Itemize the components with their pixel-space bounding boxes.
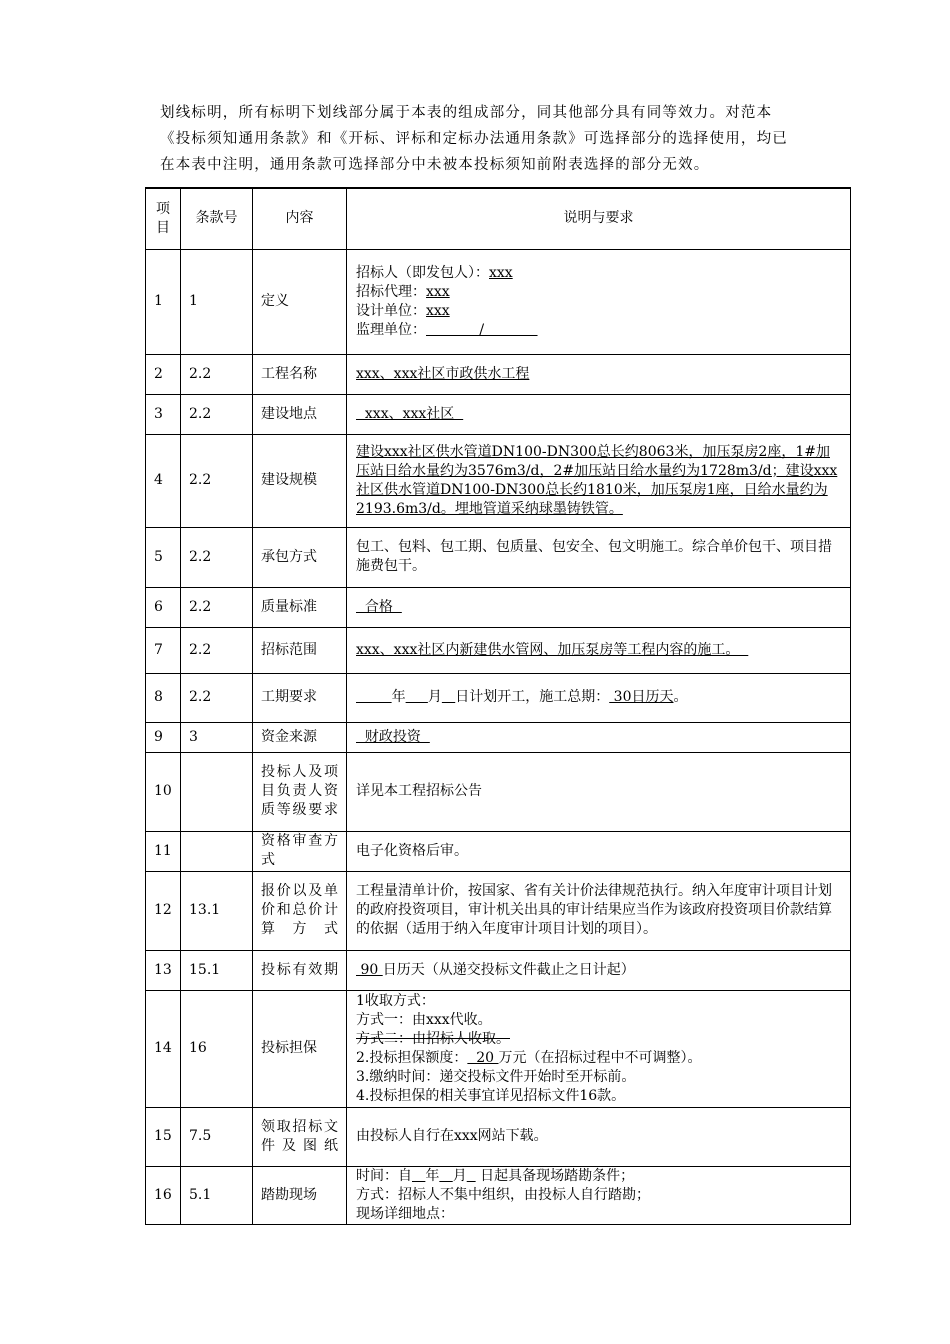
row-clause: 2.2 <box>181 434 253 527</box>
table-row <box>146 354 851 394</box>
row-content: 质量标准 <box>253 587 347 627</box>
intro-paragraph <box>160 100 850 178</box>
row-no: 10 <box>146 752 181 831</box>
row-desc: 90 日历天（从递交投标文件截止之日计起） <box>347 950 851 990</box>
row-clause: 2.2 <box>181 394 253 434</box>
row-clause: 2.2 <box>181 527 253 587</box>
intro-line-3: 在本表中注明，通用条款可选择部分中未被本投标须知前附表选择的部分无效。 <box>160 157 710 173</box>
guarantee-line: 3.缴纳时间：递交投标文件开始时至开标前。 <box>356 1068 636 1085</box>
header-desc: 说明与要求 <box>347 188 851 249</box>
row-desc: 工程量清单计价，按国家、省有关计价法律规范执行。纳入年度审计项目计划的政府投资项目，审计机关出具的审计结果应当作为该政府投资项目价款结算的依据（适用于纳入年度审计项目计划的项目）。 <box>347 871 851 950</box>
row-desc: 合格 <box>347 587 851 627</box>
row-content: 工程名称 <box>253 354 347 394</box>
table-row <box>146 434 851 527</box>
row-desc: 电子化资格后审。 <box>347 831 851 871</box>
row-desc: 详见本工程招标公告 <box>347 752 851 831</box>
row-clause <box>181 831 253 871</box>
row-clause: 13.1 <box>181 871 253 950</box>
row-clause: 7.5 <box>181 1107 253 1166</box>
table-row <box>146 627 851 673</box>
row-desc: 包工、包料、包工期、包质量、包安全、包文明施工。综合单价包干、项目措施费包干。 <box>347 527 851 587</box>
row-no: 4 <box>146 434 181 527</box>
row-no: 9 <box>146 722 181 752</box>
row-clause <box>181 752 253 831</box>
row-desc: xxx、xxx社区内新建供水管网、加压泵房等工程内容的施工。 <box>347 627 851 673</box>
survey-line: 时间：自 年 月 日起具备现场踏勘条件； <box>356 1167 635 1184</box>
guarantee-line: 方式一：由xxx代收。 <box>356 1011 492 1028</box>
row-desc <box>347 249 851 354</box>
intro-line-2: 《投标须知通用条款》和《开标、评标和定标办法通用条款》可选择部分的选择使用，均已 <box>160 131 788 147</box>
guarantee-line: 1收取方式： <box>356 992 435 1009</box>
row-clause: 15.1 <box>181 950 253 990</box>
row-clause: 2.2 <box>181 587 253 627</box>
row-content: 工期要求 <box>253 673 347 722</box>
definition-line: 设计单位：xxx <box>356 302 450 319</box>
table-row <box>146 950 851 990</box>
definition-line: 招标代理：xxx <box>356 283 450 300</box>
row-no: 5 <box>146 527 181 587</box>
intro-line-1: 划线标明，所有标明下划线部分属于本表的组成部分，同其他部分具有同等效力。对范本 <box>160 105 773 121</box>
row-content: 报价以及单价和总价计算方式 <box>253 871 347 950</box>
row-desc: xxx、xxx社区 <box>347 394 851 434</box>
row-desc <box>347 1166 851 1224</box>
row-no: 16 <box>146 1166 181 1224</box>
row-clause: 2.2 <box>181 354 253 394</box>
row-clause: 5.1 <box>181 1166 253 1224</box>
survey-line: 现场详细地点： <box>356 1205 454 1222</box>
row-content: 建设地点 <box>253 394 347 434</box>
table-row <box>146 1107 851 1166</box>
table-row <box>146 1166 851 1224</box>
row-clause: 16 <box>181 990 253 1107</box>
header-item: 项目 <box>146 188 181 249</box>
row-no: 6 <box>146 587 181 627</box>
table-header-row <box>146 188 851 249</box>
row-clause: 3 <box>181 722 253 752</box>
table-row <box>146 587 851 627</box>
row-no: 2 <box>146 354 181 394</box>
definition-line: 招标人（即发包人）：xxx <box>356 264 513 281</box>
row-no: 15 <box>146 1107 181 1166</box>
row-content: 招标范围 <box>253 627 347 673</box>
row-desc: 年 月 日计划开工，施工总期： 30日历天。 <box>347 673 851 722</box>
table-row <box>146 249 851 354</box>
row-clause: 2.2 <box>181 673 253 722</box>
table-row <box>146 673 851 722</box>
row-clause: 2.2 <box>181 627 253 673</box>
row-no: 12 <box>146 871 181 950</box>
row-no: 11 <box>146 831 181 871</box>
row-no: 13 <box>146 950 181 990</box>
row-desc: xxx、xxx社区市政供水工程 <box>347 354 851 394</box>
table-row <box>146 722 851 752</box>
row-content: 投标人及项目负责人资质等级要求 <box>253 752 347 831</box>
table-row <box>146 394 851 434</box>
row-desc <box>347 990 851 1107</box>
row-no: 7 <box>146 627 181 673</box>
table-row <box>146 871 851 950</box>
row-content: 踏勘现场 <box>253 1166 347 1224</box>
row-clause: 1 <box>181 249 253 354</box>
survey-line: 方式：招标人不集中组织，由投标人自行踏勘； <box>356 1186 650 1203</box>
row-no: 8 <box>146 673 181 722</box>
bid-appendix-table <box>145 187 851 1225</box>
row-content: 资格审查方式 <box>253 831 347 871</box>
header-content: 内容 <box>253 188 347 249</box>
table-row <box>146 990 851 1107</box>
row-content: 投标有效期 <box>253 950 347 990</box>
row-desc: 建设xxx社区供水管道DN100-DN300总长约8063米，加压泵房2座，1#加压站日给水量约为3576m3/d，2#加压站日给水量约为1728m3/d；建设xxx社区供水管道DN100-DN300总长约1810米，加压泵房1座，日给水量约为2193.6m3/d。埋地管道采纳球墨铸铁管。 <box>347 434 851 527</box>
row-no: 3 <box>146 394 181 434</box>
row-desc: 财政投资 <box>347 722 851 752</box>
guarantee-line: 4.投标担保的相关事宜详见招标文件16款。 <box>356 1087 626 1104</box>
row-desc: 由投标人自行在xxx网站下载。 <box>347 1107 851 1166</box>
row-no: 1 <box>146 249 181 354</box>
row-content: 承包方式 <box>253 527 347 587</box>
row-content: 建设规模 <box>253 434 347 527</box>
header-clause: 条款号 <box>181 188 253 249</box>
guarantee-line-struck: 方式二：由招标人收取。 <box>356 1030 510 1047</box>
guarantee-line: 2.投标担保额度： 20 万元（在招标过程中不可调整）。 <box>356 1049 702 1066</box>
row-no: 14 <box>146 990 181 1107</box>
row-content: 领取招标文件及图纸 <box>253 1107 347 1166</box>
row-content: 定义 <box>253 249 347 354</box>
table-row <box>146 527 851 587</box>
table-row <box>146 752 851 831</box>
definition-line: 监理单位： / <box>356 321 538 338</box>
row-content: 资金来源 <box>253 722 347 752</box>
table-row <box>146 831 851 871</box>
row-content: 投标担保 <box>253 990 347 1107</box>
